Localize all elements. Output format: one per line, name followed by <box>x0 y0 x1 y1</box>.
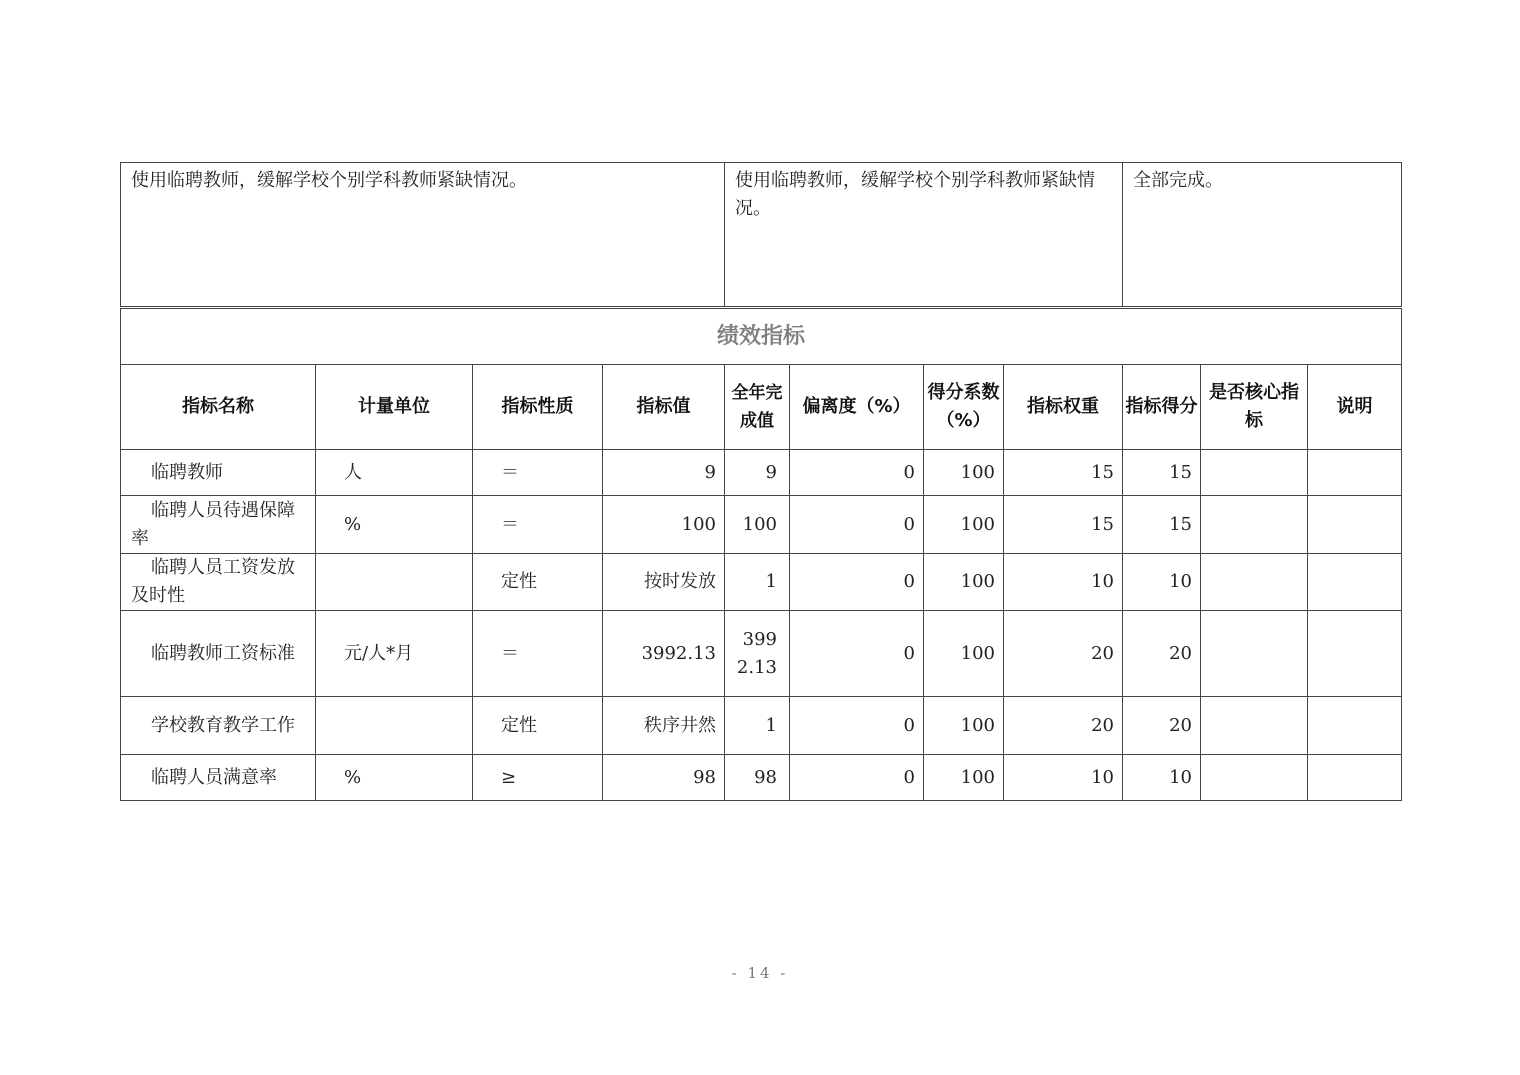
indicator-name: 学校教育教学工作 <box>121 697 316 755</box>
indicator-nature: 定性 <box>473 554 603 611</box>
header-weight: 指标权重 <box>1004 365 1123 450</box>
indicator-weight: 15 <box>1004 450 1123 496</box>
indicator-deviation: 0 <box>790 554 924 611</box>
indicator-unit: % <box>316 755 473 801</box>
header-deviation: 偏离度（%） <box>790 365 924 450</box>
table-row <box>121 697 1402 755</box>
table-row <box>121 554 1402 611</box>
indicator-name: 临聘人员工资发放及时性 <box>121 554 316 611</box>
indicator-nature: ＝ <box>473 450 603 496</box>
indicator-deviation: 0 <box>790 697 924 755</box>
indicator-note <box>1308 755 1402 801</box>
indicator-score: 10 <box>1123 554 1201 611</box>
indicator-weight: 15 <box>1004 496 1123 554</box>
indicator-coefficient: 100 <box>924 496 1004 554</box>
completion-status-cell: 全部完成。 <box>1123 163 1402 307</box>
indicator-unit <box>316 697 473 755</box>
indicator-note <box>1308 554 1402 611</box>
indicator-name: 临聘人员满意率 <box>121 755 316 801</box>
indicator-name: 临聘人员待遇保障率 <box>121 496 316 554</box>
goal-table <box>120 162 1402 307</box>
indicator-note <box>1308 496 1402 554</box>
indicator-core <box>1201 755 1308 801</box>
indicator-target: 98 <box>603 755 725 801</box>
indicator-deviation: 0 <box>790 450 924 496</box>
header-indicator-name: 指标名称 <box>121 365 316 450</box>
indicator-score: 20 <box>1123 611 1201 697</box>
indicator-weight: 20 <box>1004 697 1123 755</box>
indicator-unit <box>316 554 473 611</box>
indicator-core <box>1201 450 1308 496</box>
indicator-coefficient: 100 <box>924 697 1004 755</box>
header-score-coefficient: 得分系数（%） <box>924 365 1004 450</box>
indicator-deviation: 0 <box>790 611 924 697</box>
section-title-row <box>121 309 1402 365</box>
indicator-target: 100 <box>603 496 725 554</box>
header-score: 指标得分 <box>1123 365 1201 450</box>
header-nature: 指标性质 <box>473 365 603 450</box>
indicator-core <box>1201 697 1308 755</box>
indicator-nature: 定性 <box>473 697 603 755</box>
indicator-note <box>1308 697 1402 755</box>
indicator-target: 按时发放 <box>603 554 725 611</box>
indicator-coefficient: 100 <box>924 611 1004 697</box>
header-target-value: 指标值 <box>603 365 725 450</box>
indicator-coefficient: 100 <box>924 554 1004 611</box>
indicator-unit: 人 <box>316 450 473 496</box>
table-row <box>121 611 1402 697</box>
indicator-unit: % <box>316 496 473 554</box>
indicator-core <box>1201 611 1308 697</box>
indicator-completed: 1 <box>725 554 790 611</box>
actual-completion-cell: 使用临聘教师，缓解学校个别学科教师紧缺情况。 <box>725 163 1123 307</box>
header-completed-value: 全年完成值 <box>725 365 790 450</box>
performance-indicator-table <box>120 308 1402 801</box>
indicator-name: 临聘教师工资标准 <box>121 611 316 697</box>
indicator-score: 10 <box>1123 755 1201 801</box>
indicator-unit: 元/人*月 <box>316 611 473 697</box>
indicator-nature: ≥ <box>473 755 603 801</box>
indicator-deviation: 0 <box>790 755 924 801</box>
indicator-weight: 10 <box>1004 755 1123 801</box>
indicator-core <box>1201 496 1308 554</box>
indicator-name: 临聘教师 <box>121 450 316 496</box>
table-row <box>121 496 1402 554</box>
annual-goal-cell: 使用临聘教师，缓解学校个别学科教师紧缺情况。 <box>121 163 725 307</box>
indicator-core <box>1201 554 1308 611</box>
indicator-score: 15 <box>1123 450 1201 496</box>
indicator-note <box>1308 611 1402 697</box>
table-row <box>121 755 1402 801</box>
indicator-score: 20 <box>1123 697 1201 755</box>
indicator-score: 15 <box>1123 496 1201 554</box>
goal-row <box>121 163 1402 307</box>
indicator-completed: 1 <box>725 697 790 755</box>
indicator-note <box>1308 450 1402 496</box>
indicator-coefficient: 100 <box>924 755 1004 801</box>
header-core-indicator: 是否核心指标 <box>1201 365 1308 450</box>
page-number: - 14 - <box>731 964 789 982</box>
section-title: 绩效指标 <box>121 309 1402 365</box>
indicator-target: 3992.13 <box>603 611 725 697</box>
indicator-target: 9 <box>603 450 725 496</box>
header-row <box>121 365 1402 450</box>
indicator-completed: 3992.13 <box>725 611 790 697</box>
header-note: 说明 <box>1308 365 1402 450</box>
indicator-completed: 9 <box>725 450 790 496</box>
indicator-completed: 98 <box>725 755 790 801</box>
indicator-weight: 10 <box>1004 554 1123 611</box>
indicator-nature: ＝ <box>473 611 603 697</box>
header-unit: 计量单位 <box>316 365 473 450</box>
indicator-coefficient: 100 <box>924 450 1004 496</box>
indicator-deviation: 0 <box>790 496 924 554</box>
indicator-target: 秩序井然 <box>603 697 725 755</box>
table-row <box>121 450 1402 496</box>
indicator-weight: 20 <box>1004 611 1123 697</box>
indicator-completed: 100 <box>725 496 790 554</box>
indicator-nature: ＝ <box>473 496 603 554</box>
